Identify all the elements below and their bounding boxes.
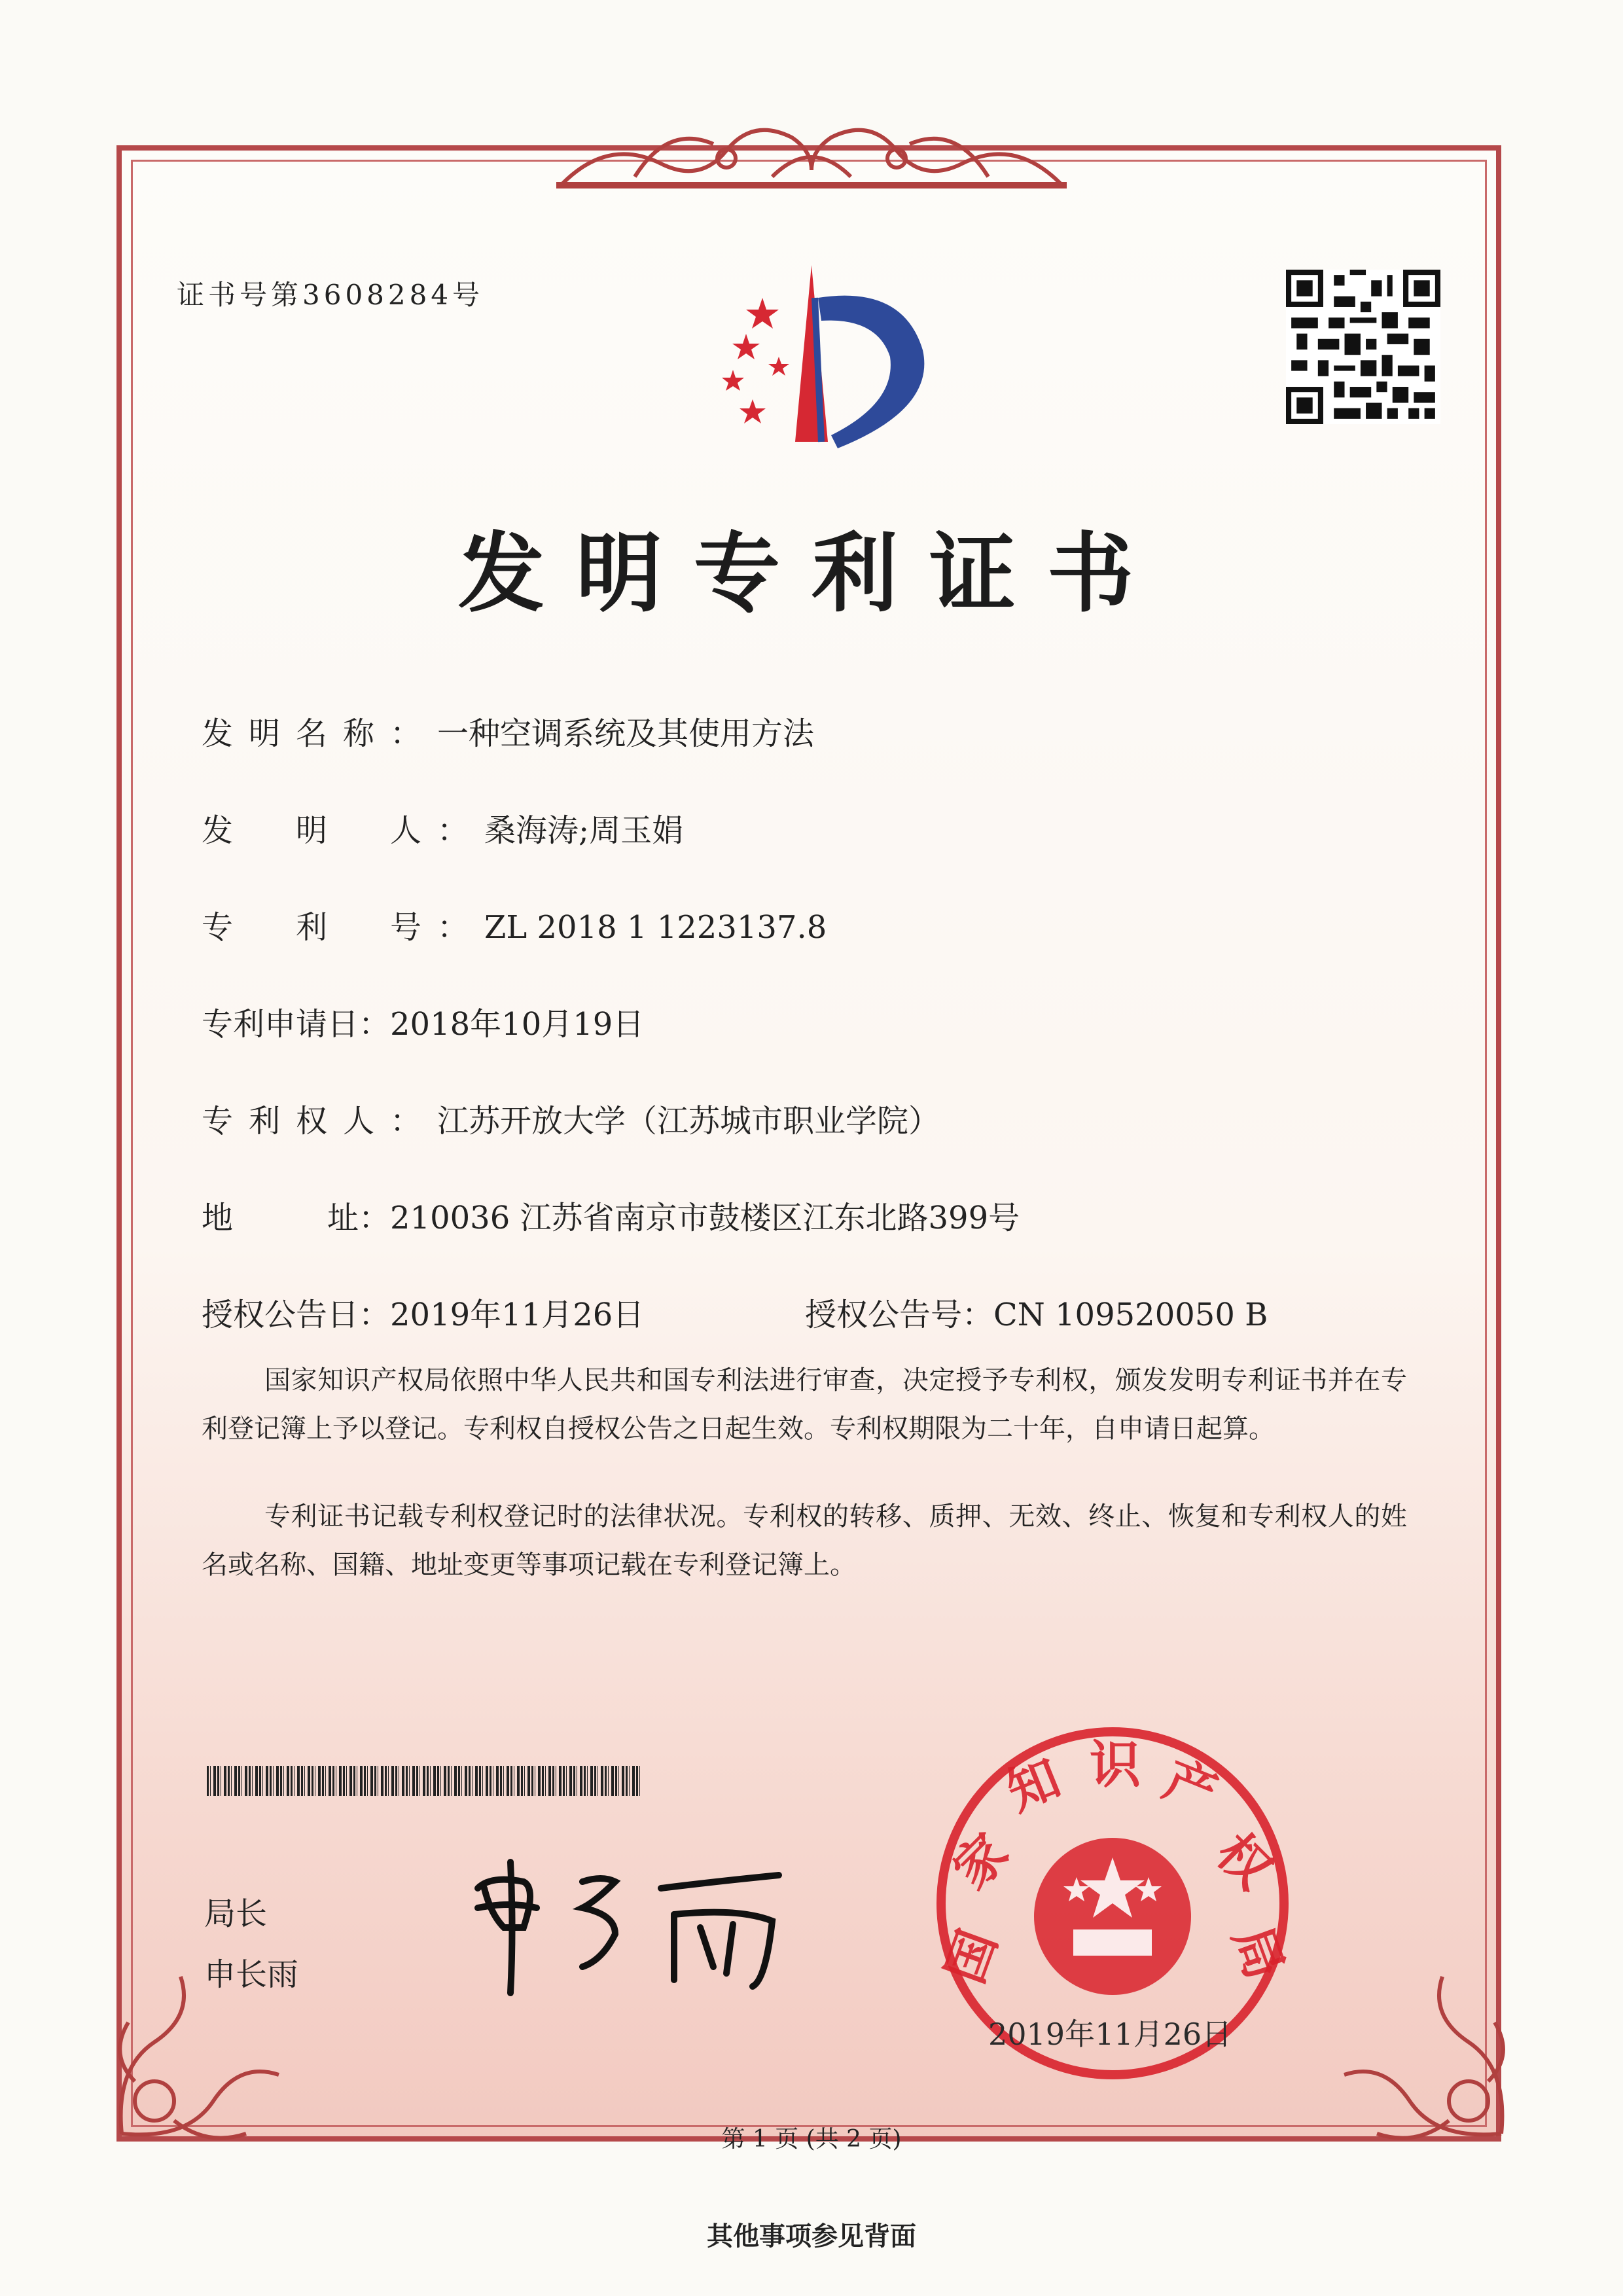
barcode-icon: [207, 1766, 643, 1796]
field-invention-name: [202, 708, 814, 753]
top-ornament-icon: [556, 98, 1067, 196]
svg-text:国: 国: [935, 1922, 1009, 1991]
inventor-value: 桑海涛;周玉娟: [484, 812, 684, 849]
patent-number-value: ZL 2018 1 1223137.8: [484, 909, 827, 946]
field-patentee: [202, 1096, 940, 1141]
grant-number-value: CN 109520050 B: [993, 1297, 1268, 1333]
address-value: 210036 江苏省南京市鼓楼区江东北路399号: [390, 1200, 1020, 1236]
field-grant-date: [202, 1289, 644, 1335]
svg-text:识: 识: [1090, 1736, 1141, 1795]
grant-number-label: 授权公告号：: [805, 1297, 994, 1333]
svg-text:家: 家: [942, 1823, 1020, 1901]
invention-name-label: 发明名称：: [202, 715, 438, 752]
certificate-title: 发明专利证书: [458, 523, 1165, 624]
grant-date-value: 2019年11月26日: [390, 1297, 645, 1333]
patentee-value: 江苏开放大学（江苏城市职业学院）: [437, 1103, 940, 1139]
field-grant-number: [805, 1289, 1268, 1335]
stamp-date: 2019年11月26日: [988, 2017, 1232, 2052]
grant-date-label: 授权公告日：: [202, 1297, 391, 1333]
svg-text:局: 局: [1221, 1918, 1294, 1987]
svg-text:产: 产: [1155, 1750, 1225, 1824]
director-title: 局长: [204, 1895, 268, 1932]
patentee-label: 专利权人：: [202, 1103, 438, 1139]
paragraph-2: 专利证书记载专利权登记时的法律状况。专利权的转移、质押、无效、终止、恢复和专利权人的姓名或名称、国籍、地址变更等事项记载在专利登记簿上。: [202, 1501, 1407, 1580]
invention-name-value: 一种空调系统及其使用方法: [437, 715, 815, 752]
application-date-label: 专利申请日：: [202, 1006, 391, 1043]
qr-code-icon: [1286, 270, 1440, 424]
director-name: 申长雨: [204, 1956, 299, 1993]
page-number: 第 1 页 (共 2 页): [721, 2126, 902, 2153]
certificate-number: 证书号第3608284号: [177, 279, 484, 311]
field-patent-number: [202, 902, 827, 947]
address-label: 地 址：: [202, 1200, 391, 1236]
cnipa-logo-icon: [687, 259, 936, 455]
svg-text:权: 权: [1205, 1822, 1283, 1901]
application-date-value: 2018年10月19日: [390, 1006, 645, 1043]
patent-number-label: 专 利 号：: [202, 909, 485, 946]
field-address: [202, 1193, 1020, 1238]
field-inventor: [202, 805, 683, 850]
field-application-date: [202, 999, 644, 1044]
paragraph-1: 国家知识产权局依照中华人民共和国专利法进行审查，决定授予专利权，颁发发明专利证书并在专利登记簿上予以登记。专利权自授权公告之日起生效。专利权期限为二十年，自申请日起算。: [202, 1365, 1407, 1444]
footer-note: 其他事项参见背面: [707, 2221, 916, 2251]
inventor-label: 发 明 人：: [202, 812, 485, 849]
svg-text:知: 知: [999, 1748, 1069, 1823]
signature-icon: [465, 1849, 805, 2006]
